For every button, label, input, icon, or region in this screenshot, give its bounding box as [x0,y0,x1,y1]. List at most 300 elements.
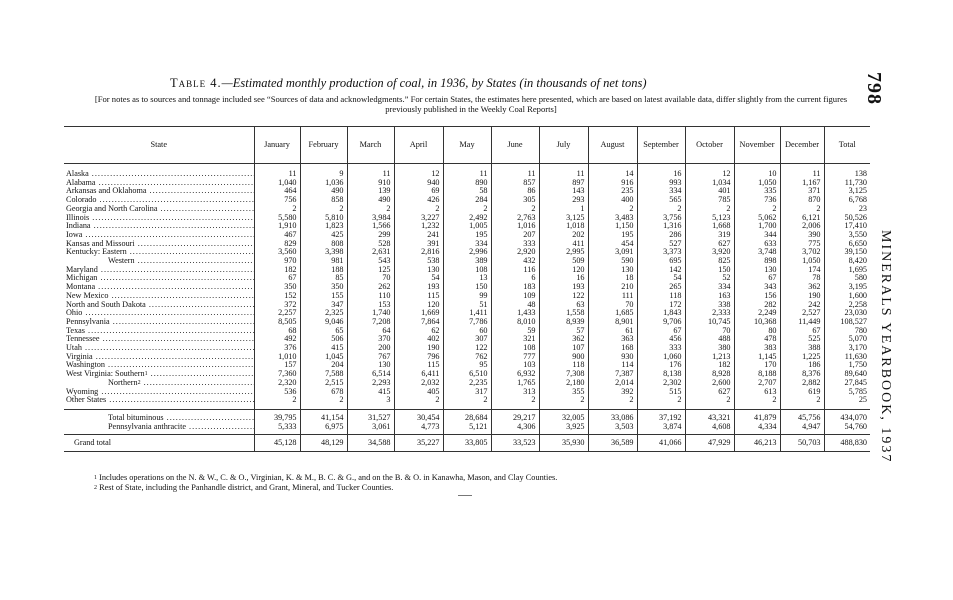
value-cell: 2,996 [443,248,491,257]
table-row [64,266,870,275]
value-cell: 2,492 [443,214,491,223]
value-cell: 2,333 [685,309,734,318]
value-cell: 3,925 [539,423,588,435]
value-cell: 2 [588,396,637,409]
value-cell: 107 [539,344,588,353]
value-cell: 58 [443,187,491,196]
table-row [64,283,870,292]
value-cell: 796 [394,353,443,362]
value-cell: 61 [588,327,637,336]
value-cell: 284 [443,196,491,205]
value-cell: 897 [539,179,588,188]
value-cell: 35,227 [394,435,443,452]
value-cell: 319 [685,231,734,240]
value-cell: 376 [254,344,300,353]
table-row [64,222,870,231]
value-cell: 415 [300,344,347,353]
table-row [64,318,870,327]
value-cell: 3,061 [347,423,394,435]
value-cell: 8,505 [254,318,300,327]
state-name [64,292,254,301]
value-cell: 202 [539,231,588,240]
value-cell: 515 [637,388,685,397]
value-cell: 3,195 [824,283,870,292]
value-cell: 434,070 [824,409,870,422]
grand-total-rows [64,435,870,452]
value-cell: 46,213 [734,435,780,452]
row-label-text: Pennsylvania anthracite [108,422,186,431]
state-name [64,344,254,353]
row-label-text: Kentucky: Eastern [66,248,127,257]
value-cell: 33,805 [443,435,491,452]
state-name [64,396,254,409]
state-name [64,274,254,283]
value-cell: 138 [824,164,870,179]
page-number: 798 [863,72,885,105]
value-cell: 2,257 [254,309,300,318]
value-cell: 536 [254,388,300,397]
col-header-june: June [491,127,539,164]
table-caption: —Estimated monthly production of coal, in 1936, by States (in thousands of net tons) [221,76,647,90]
row-label-text: Tennessee [66,335,100,344]
value-cell: 9,706 [637,318,685,327]
value-cell: 122 [443,344,491,353]
table-headnote: [For notes as to sources and tonnage included see “Sources of data and acknowledgments.” For certain States, the estimates here presented, which are based on latest available data, differ slightly from the current figures previously published in the Weekly Coal Reports] [94,94,848,114]
value-cell: 2,235 [443,379,491,388]
state-rows [64,164,870,410]
value-cell: 108,527 [824,318,870,327]
value-cell: 2 [254,205,300,214]
value-cell: 362 [539,335,588,344]
value-cell: 2 [347,205,394,214]
value-cell: 50,703 [780,435,824,452]
value-cell: 1,050 [780,257,824,266]
row-label-text: Utah [66,344,82,353]
value-cell: 2,527 [780,309,824,318]
value-cell: 183 [491,283,539,292]
row-label-text: Iowa [66,230,83,239]
state-name [64,301,254,310]
row-label-text: Western [108,257,135,266]
value-cell: 2,816 [394,248,443,257]
value-cell: 176 [637,361,685,370]
table-row [64,179,870,188]
value-cell: 619 [780,388,824,397]
value-cell: 67 [780,327,824,336]
value-cell: 488,830 [824,435,870,452]
footnote-2 [94,483,557,493]
value-cell: 456 [637,335,685,344]
state-name [64,361,254,370]
value-cell: 52 [685,274,734,283]
row-label-text: Alaska [66,169,89,178]
value-cell: 193 [539,283,588,292]
col-header-february: February [300,127,347,164]
col-header-may: May [443,127,491,164]
value-cell: 3,398 [300,248,347,257]
value-cell: 8,420 [824,257,870,266]
value-cell: 11,449 [780,318,824,327]
value-cell: 2 [539,396,588,409]
value-cell: 2 [637,396,685,409]
state-name [64,196,254,205]
value-cell: 5,121 [443,423,491,435]
value-cell: 120 [394,301,443,310]
table-row [64,240,870,249]
value-cell: 41,154 [300,409,347,422]
value-cell: 1,843 [637,309,685,318]
table-row [64,164,870,179]
row-label-text: Total bituminous [108,412,164,422]
value-cell: 1,695 [824,266,870,275]
value-cell: 7,360 [254,370,300,379]
state-name [64,327,254,336]
value-cell: 8,010 [491,318,539,327]
value-cell: 47,929 [685,435,734,452]
value-cell: 109 [491,292,539,301]
value-cell: 174 [780,266,824,275]
value-cell: 1,750 [824,361,870,370]
col-header-january: January [254,127,300,164]
footnote-1 [94,473,557,483]
value-cell: 543 [347,257,394,266]
state-name [64,231,254,240]
col-header-november: November [734,127,780,164]
value-cell: 57 [539,327,588,336]
value-cell: 2 [491,205,539,214]
value-cell: 2 [443,205,491,214]
value-cell: 200 [347,344,394,353]
table-row [64,335,870,344]
value-cell: 1,823 [300,222,347,231]
value-cell: 11 [443,164,491,179]
table-row [64,205,870,214]
value-cell: 736 [734,196,780,205]
value-cell: 193 [394,283,443,292]
value-cell: 2 [394,205,443,214]
value-cell: 99 [443,292,491,301]
value-cell: 363 [588,335,637,344]
value-cell: 2 [637,205,685,214]
value-cell: 389 [443,257,491,266]
value-cell: 333 [491,240,539,249]
value-cell: 5,333 [254,423,300,435]
value-cell: 321 [491,335,539,344]
value-cell: 7,786 [443,318,491,327]
value-cell: 4,947 [780,423,824,435]
value-cell: 538 [394,257,443,266]
value-cell: 35,930 [539,435,588,452]
value-cell: 130 [347,361,394,370]
state-name [64,214,254,223]
value-cell: 6,121 [780,214,824,223]
value-cell: 63 [539,301,588,310]
value-cell: 33,523 [491,435,539,452]
value-cell: 8,188 [734,370,780,379]
value-cell: 70 [347,274,394,283]
value-cell: 54 [394,274,443,283]
value-cell: 775 [780,240,824,249]
value-cell: 39,150 [824,248,870,257]
value-cell: 467 [254,231,300,240]
value-cell: 69 [394,187,443,196]
value-cell: 48,129 [300,435,347,452]
value-cell: 130 [394,266,443,275]
row-label-text: Pennsylvania [66,317,110,326]
value-cell: 130 [734,266,780,275]
value-cell: 305 [491,196,539,205]
value-cell: 829 [254,240,300,249]
total-label [64,409,254,422]
value-cell: 3,874 [637,423,685,435]
value-cell: 492 [254,335,300,344]
value-cell: 62 [394,327,443,336]
footnote-ref: 1 [144,371,148,378]
value-cell: 110 [347,292,394,301]
value-cell: 1,016 [491,222,539,231]
table-row [64,309,870,318]
value-cell: 2,995 [539,248,588,257]
row-label-text: Colorado [66,196,97,205]
value-cell: 528 [347,240,394,249]
row-label-text: Washington [66,361,105,370]
value-cell: 210 [588,283,637,292]
value-cell: 28,684 [443,409,491,422]
value-cell: 1,433 [491,309,539,318]
value-cell: 1,040 [254,179,300,188]
value-cell: 37,192 [637,409,685,422]
value-cell: 195 [588,231,637,240]
value-cell: 355 [539,388,588,397]
value-cell: 32,005 [539,409,588,422]
value-cell: 13 [443,274,491,283]
value-cell: 172 [637,301,685,310]
table-row [64,214,870,223]
value-cell: 1,316 [637,222,685,231]
value-cell: 1,167 [780,179,824,188]
value-cell: 182 [685,361,734,370]
value-cell: 6,650 [824,240,870,249]
value-cell: 65 [300,327,347,336]
col-header-october: October [685,127,734,164]
value-cell: 103 [491,361,539,370]
value-cell: 8,376 [780,370,824,379]
value-cell: 4,306 [491,423,539,435]
value-cell: 67 [734,274,780,283]
value-cell: 2 [734,396,780,409]
value-cell: 993 [637,179,685,188]
value-cell: 900 [539,353,588,362]
value-cell: 7,864 [394,318,443,327]
state-name [64,266,254,275]
value-cell: 48 [491,301,539,310]
value-cell: 307 [443,335,491,344]
value-cell: 930 [588,353,637,362]
value-cell: 2,014 [588,379,637,388]
value-cell: 11,730 [824,179,870,188]
row-label-text: Illinois [66,213,90,222]
header-row [64,127,870,164]
value-cell: 478 [734,335,780,344]
value-cell: 5,810 [300,214,347,223]
state-name [64,187,254,196]
value-cell: 3,702 [780,248,824,257]
value-cell: 2 [734,205,780,214]
row-label-text: Texas [66,326,85,335]
value-cell: 2,631 [347,248,394,257]
value-cell: 207 [491,231,539,240]
value-cell: 1,018 [539,222,588,231]
footnote-mark: 2 [94,485,97,491]
value-cell: 33,086 [588,409,637,422]
value-cell: 333 [637,344,685,353]
value-cell: 2,302 [637,379,685,388]
value-cell: 31,527 [347,409,394,422]
value-cell: 125 [347,266,394,275]
value-cell: 3,227 [394,214,443,223]
value-cell: 506 [300,335,347,344]
value-cell: 9,046 [300,318,347,327]
value-cell: 334 [443,240,491,249]
value-cell: 3 [347,396,394,409]
table-row [64,353,870,362]
value-cell: 2,882 [780,379,824,388]
value-cell: 695 [637,257,685,266]
value-cell: 170 [734,361,780,370]
value-cell: 4,334 [734,423,780,435]
value-cell: 8,939 [539,318,588,327]
value-cell: 4,773 [394,423,443,435]
table-title [170,76,647,91]
value-cell: 116 [491,266,539,275]
state-name [64,318,254,327]
footnote-text: Rest of State, including the Panhandle district, and Grant, Mineral, and Tucker Counties. [99,483,394,492]
value-cell: 27,845 [824,379,870,388]
value-cell: 3,503 [588,423,637,435]
value-cell: 190 [780,292,824,301]
total-row [64,423,870,435]
value-cell: 67 [254,274,300,283]
total-label [64,423,254,435]
col-header-july: July [539,127,588,164]
value-cell: 1,740 [347,309,394,318]
value-cell: 432 [491,257,539,266]
value-cell: 89,640 [824,370,870,379]
value-cell: 12 [394,164,443,179]
row-label-text: Wyoming [66,387,99,396]
state-name [64,179,254,188]
row-label-text: Grand total [74,438,112,448]
value-cell: 898 [734,257,780,266]
value-cell: 3,560 [254,248,300,257]
value-cell: 2,763 [491,214,539,223]
value-cell: 3,170 [824,344,870,353]
value-cell: 1 [539,205,588,214]
state-name [64,309,254,318]
value-cell: 392 [588,388,637,397]
value-cell: 2,180 [539,379,588,388]
value-cell: 8,928 [685,370,734,379]
value-cell: 70 [685,327,734,336]
col-header-august: August [588,127,637,164]
col-header-december: December [780,127,824,164]
value-cell: 10,368 [734,318,780,327]
value-cell: 282 [734,301,780,310]
col-header-march: March [347,127,394,164]
value-cell: 8,901 [588,318,637,327]
table-row [64,388,870,397]
value-cell: 1,225 [780,353,824,362]
value-cell: 41,879 [734,409,780,422]
value-cell: 64 [347,327,394,336]
value-cell: 120 [539,266,588,275]
value-cell: 347 [300,301,347,310]
value-cell: 350 [300,283,347,292]
value-cell: 371 [780,187,824,196]
value-cell: 10 [734,164,780,179]
value-cell: 3,091 [588,248,637,257]
value-cell: 54,760 [824,423,870,435]
value-cell: 186 [780,361,824,370]
table-row [64,292,870,301]
value-cell: 405 [394,388,443,397]
value-cell: 3,748 [734,248,780,257]
row-label-text: Alabama [66,178,96,187]
row-label-text: New Mexico [66,291,109,300]
value-cell: 362 [780,283,824,292]
value-cell: 3,125 [539,214,588,223]
value-cell: 43,321 [685,409,734,422]
value-cell: 334 [637,187,685,196]
value-cell: 241 [394,231,443,240]
value-cell: 153 [347,301,394,310]
value-cell: 118 [637,292,685,301]
value-cell: 1,045 [300,353,347,362]
value-cell: 182 [254,266,300,275]
value-cell: 762 [443,353,491,362]
value-cell: 1,558 [539,309,588,318]
table-row [64,370,870,379]
row-label-text: Ohio [66,309,83,318]
value-cell: 890 [443,179,491,188]
value-cell: 825 [685,257,734,266]
table-label: Table 4. [170,76,222,90]
value-cell: 1,005 [443,222,491,231]
value-cell: 150 [443,283,491,292]
value-cell: 590 [588,257,637,266]
value-cell: 195 [443,231,491,240]
table-row [64,248,870,257]
value-cell: 30,454 [394,409,443,422]
row-label-text: Northern [108,378,138,387]
value-cell: 940 [394,179,443,188]
value-cell: 85 [300,274,347,283]
value-cell: 916 [588,179,637,188]
value-cell: 190 [394,344,443,353]
value-cell: 633 [734,240,780,249]
value-cell: 2,600 [685,379,734,388]
value-cell: 1,910 [254,222,300,231]
value-cell: 67 [637,327,685,336]
value-cell: 400 [588,196,637,205]
value-cell: 155 [300,292,347,301]
value-cell: 627 [685,388,734,397]
value-cell: 23 [824,205,870,214]
table-row [64,344,870,353]
value-cell: 299 [347,231,394,240]
value-cell: 7,387 [588,370,637,379]
row-label-text: Georgia and North Carolina [66,204,158,213]
